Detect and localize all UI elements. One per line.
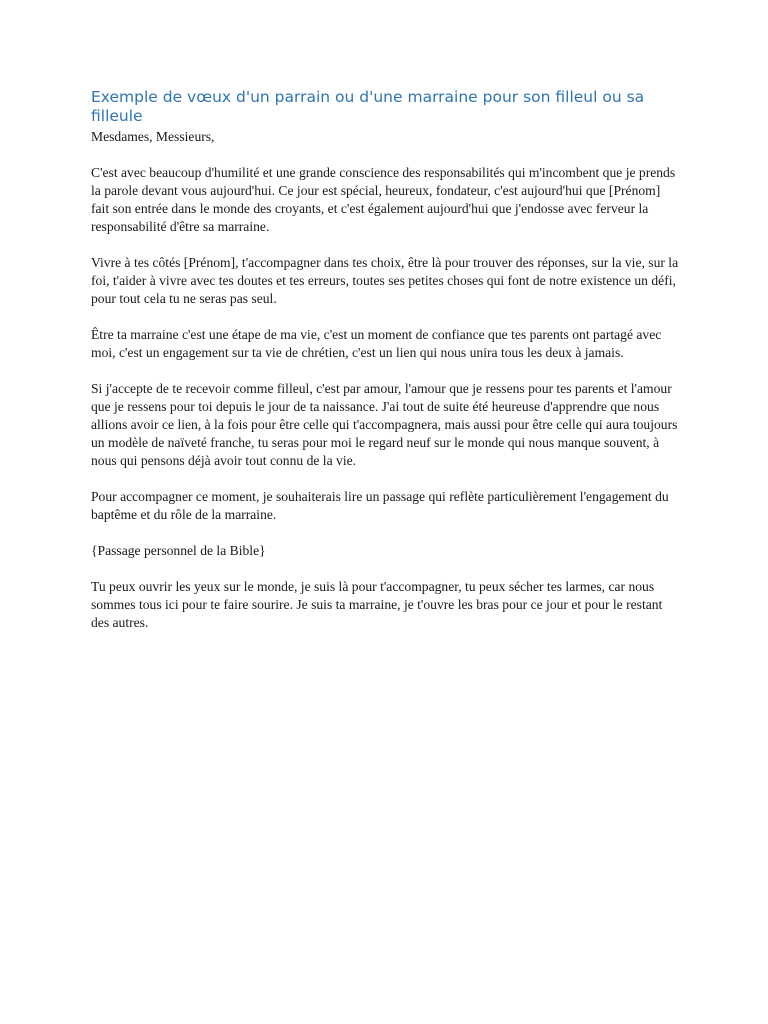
document-body: [91, 88, 681, 650]
paragraph-passage-intro: Pour accompagner ce moment, je souhaiterais lire un passage qui reflète particulièrement l'engagement du baptême et du rôle de la marraine.: [91, 489, 669, 522]
paragraph-etre: Être ta marraine c'est une étape de ma vie, c'est un moment de confiance que tes parents ont partagé avec moi, c'est un engagement sur ta vie de chrétien, c'est un lien qui nous unira tous les deux à jamais.: [91, 327, 662, 360]
paragraph-vivre: Vivre à tes côtés [Prénom], t'accompagner dans tes choix, être là pour trouver des réponses, sur la vie, sur la foi, t'aider à vivre avec tes doutes et tes erreurs, toutes ses petites choses qui font de notre existence un défi, pour tout cela tu ne seras pas seul.: [91, 255, 679, 306]
salutation: Mesdames, Messieurs,: [91, 129, 215, 144]
paragraph-intro: C'est avec beaucoup d'humilité et une grande conscience des responsabilités qui m'incombent que je prends la parole devant vous aujourd'hui. Ce jour est spécial, heureux, fondateur, c'est aujourd'hui que [Prénom] fait son entrée dans le monde des croyants, et c'est également aujourd'hui que j'endosse avec ferveur la responsabilité d'être sa marraine.: [91, 165, 676, 234]
paragraph-bible-placeholder: {Passage personnel de la Bible}: [91, 543, 266, 558]
paragraph-accepte: Si j'accepte de te recevoir comme filleul, c'est par amour, l'amour que je ressens pour tes parents et l'amour que je ressens pour toi depuis le jour de ta naissance. J'ai tout de suite été heureuse d'apprendre que nous allions avoir ce lien, à la fois pour être celle qui t'accompagnera, mais aussi pour être celle qui aura toujours un modèle de naïveté franche, tu seras pour moi le regard neuf sur le monde qui nous manque souvent, à nous qui pensons déjà avoir tout connu de la vie.: [91, 381, 678, 468]
paragraph-closing: Tu peux ouvrir les yeux sur le monde, je suis là pour t'accompagner, tu peux sécher tes larmes, car nous sommes tous ici pour te faire sourire. Je suis ta marraine, je t'ouvre les bras pour ce jour et pour le restant des autres.: [91, 579, 663, 630]
document-title: Exemple de vœux d'un parrain ou d'une marraine pour son filleul ou sa filleule: [91, 88, 645, 125]
